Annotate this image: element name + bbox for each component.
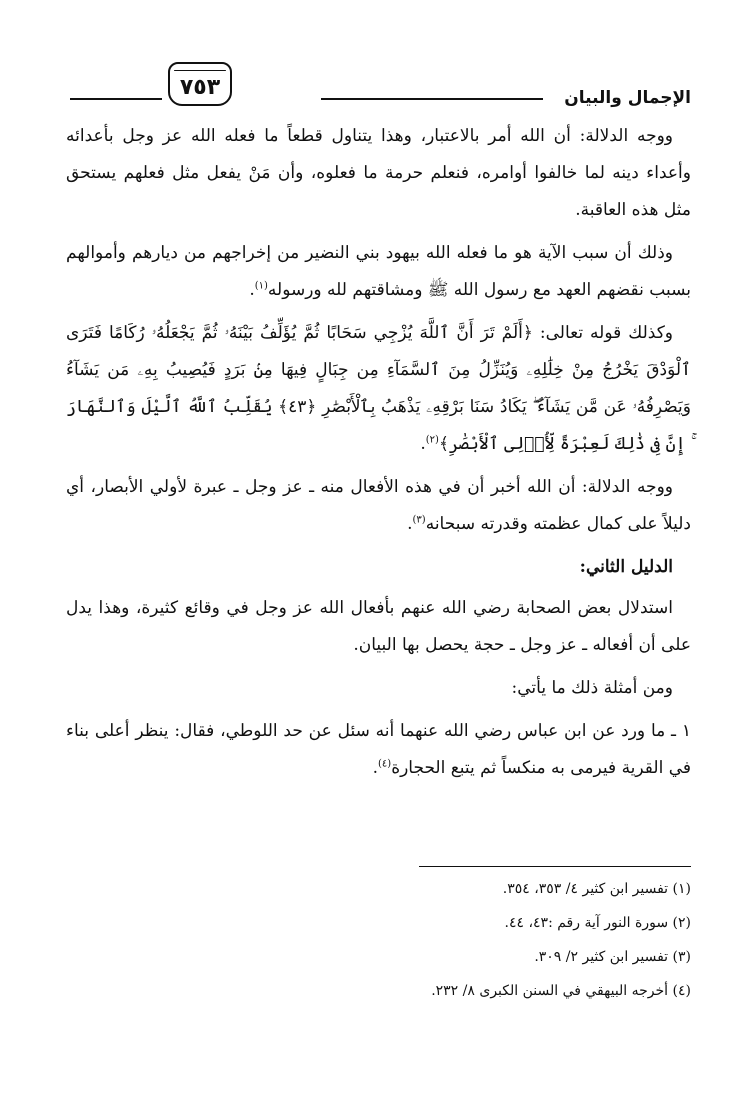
paragraph-7-text: ١ ـ ما ورد عن ابن عباس رضي الله عنهما أنه سئل عن حد اللوطي، فقال: ينظر أعلى بناء في القرية فيرمى به منكساً ثم يتبع الحجارة [66,721,691,778]
footnote-ref-2: (٢) [425,434,439,446]
header-rule-left [70,98,162,100]
footnote-ref-3: (٣) [412,514,426,526]
section-heading: الدليل الثاني: [579,557,673,577]
paragraph-7: ١ ـ ما ورد عن ابن عباس رضي الله عنهما أنه سئل عن حد اللوطي، فقال: ينظر أعلى بناء في القرية فيرمى به منكساً ثم يتبع الحجارة$^{(٤)}$. [66,721,691,778]
footnote-ref-4: (٤) [378,758,392,770]
footnote-4: (٤) أخرجه البيهقي في السنن الكبرى ٨/ ٢٣٢. [431,983,691,999]
running-title: الإجمال والبيان [564,88,691,108]
paragraph-3-intro: وكذلك قوله تعالى: [532,323,673,343]
footnotes [66,872,691,1008]
paragraph-6: ومن أمثلة ذلك ما يأتي: [511,678,673,698]
paragraph-4: ووجه الدلالة: أن الله أخبر أن في هذه الأفعال منه ـ عز وجل ـ عبرة لأولي الأبصار، أي دليلاً على كمال عظمته وقدرته سبحانه$^{(٣)}$. [66,477,691,534]
footnote-3: (٣) تفسير ابن كثير ٢/ ٣٠٩. [534,949,691,965]
paragraph-4-text: ووجه الدلالة: أن الله أخبر أن في هذه الأفعال منه ـ عز وجل ـ عبرة لأولي الأبصار، أي دليلاً على كمال عظمته وقدرته سبحانه [66,477,691,534]
paragraph-3: وكذلك قوله تعالى: ﴿أَلَمْ تَرَ أَنَّ ٱللَّهَ يُزْجِي سَحَابًا ثُمَّ يُؤَلِّفُ بَيْنَهُۥ ثُمَّ يَجْعَلُهُۥ رُكَامًا فَتَرَى ٱلْوَدْقَ يَخْرُجُ مِنْ خِلَٰلِهِۦ وَيُنَزِّلُ مِنَ ٱلسَّمَآءِ مِن جِبَالٍ فِيهَا مِنۢ بَرَدٍ فَيُصِيبُ بِهِۦ مَن يَشَآءُ وَيَصْرِفُهُۥ عَن مَّن يَشَآءُ ۖ يَكَادُ سَنَا بَرْقِهِۦ يَذْهَبُ بِٱلْأَبْصَٰرِ ﴿٤٣﴾ يُقَلِّبُ ٱللَّهُ ٱلَّيْلَ وَٱلنَّهَارَ ۚ إِنَّ فِى ذَٰلِكَ لَعِبْرَةً لِّأُو۟لِى ٱلْأَبْصَٰرِ﴾$^{(٢)}$. [66,323,691,454]
paragraph-2-text: وذلك أن سبب الآية هو ما فعله الله بيهود بني النضير من إخراجهم من ديارهم وأموالهم بسبب نقضهم العهد مع رسول الله ﷺ ومشاقتهم لله ورسوله [66,243,691,300]
footnote-ref-1: (١) [254,280,268,292]
main-text [66,118,691,793]
quran-verse: ﴿أَلَمْ تَرَ أَنَّ ٱللَّهَ يُزْجِي سَحَابًا ثُمَّ يُؤَلِّفُ بَيْنَهُۥ ثُمَّ يَجْعَلُهُۥ رُكَامًا فَتَرَى ٱلْوَدْقَ يَخْرُجُ مِنْ خِلَٰلِهِۦ وَيُنَزِّلُ مِنَ ٱلسَّمَآءِ مِن جِبَالٍ فِيهَا مِنۢ بَرَدٍ فَيُصِيبُ بِهِۦ مَن يَشَآءُ وَيَصْرِفُهُۥ عَن مَّن يَشَآءُ ۖ يَكَادُ سَنَا بَرْقِهِۦ يَذْهَبُ بِٱلْأَبْصَٰرِ ﴿٤٣﴾ يُقَلِّبُ ٱللَّهُ ٱلَّيْلَ وَٱلنَّهَارَ ۚ إِنَّ فِى ذَٰلِكَ لَعِبْرَةً لِّأُو۟لِى ٱلْأَبْصَٰرِ﴾ [66,323,691,454]
footnote-1: (١) تفسير ابن كثير ٤/ ٣٥٣، ٣٥٤. [502,881,691,897]
paragraph-5: استدلال بعض الصحابة رضي الله عنهم بأفعال الله عز وجل في وقائع كثيرة، وهذا يدل على أن أفعاله ـ عز وجل ـ حجة يحصل بها البيان. [66,598,691,655]
paragraph-1: ووجه الدلالة: أن الله أمر بالاعتبار، وهذا يتناول قطعاً ما فعله الله عز وجل بأعدائه وأعداء دينه لما خالفوا أوامره، فنعلم حرمة ما فعلوه، وأن مَنْ يفعل مثل فعلهم يستحق مثل هذه العاقبة. [66,126,691,220]
page-number: ٧٥٣ [179,74,221,100]
header-rule-right [321,98,543,100]
footnote-2: (٢) سورة النور آية رقم :٤٣، ٤٤. [504,915,691,931]
footnote-separator [419,866,691,867]
paragraph-2: وذلك أن سبب الآية هو ما فعله الله بيهود بني النضير من إخراجهم من ديارهم وأموالهم بسبب نقضهم العهد مع رسول الله ﷺ ومشاقتهم لله ورسوله$^{(١)}$. [66,243,691,300]
page-header [70,62,691,110]
page-number-frame [168,62,232,106]
